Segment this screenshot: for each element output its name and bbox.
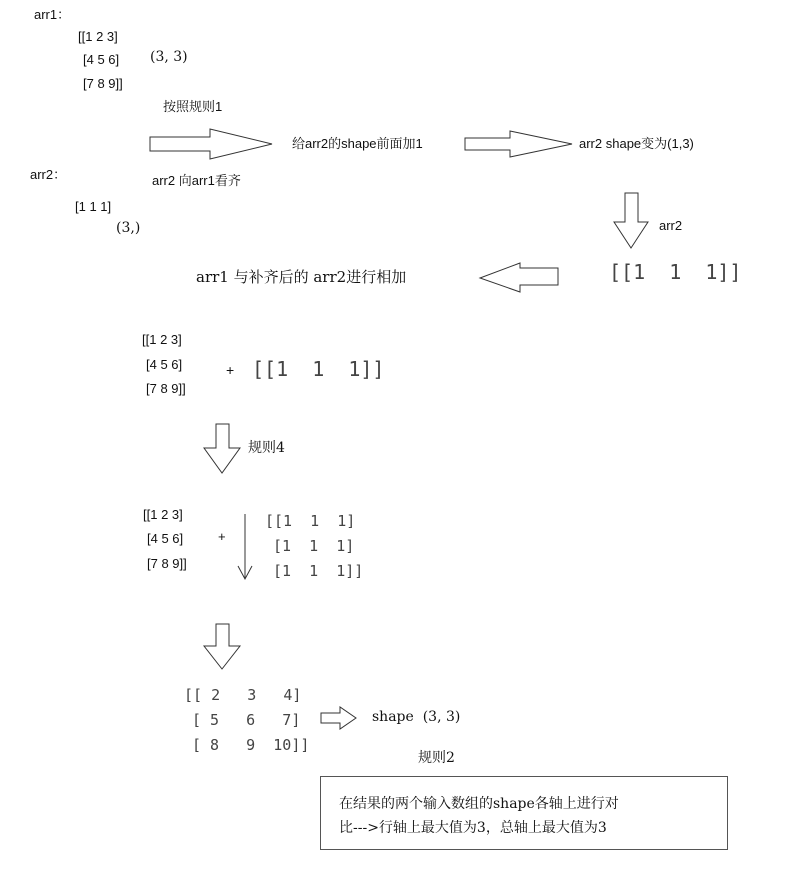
rule2-note-box bbox=[320, 776, 728, 850]
arr1-label: arr1： bbox=[34, 7, 71, 22]
right-arrow-1 bbox=[150, 129, 272, 159]
step2-row-3: [7 8 9]] bbox=[146, 381, 186, 396]
align-text: arr2 向arr1看齐 bbox=[152, 173, 241, 188]
shape-result-text: arr2 shape变为(1,3) bbox=[579, 136, 694, 151]
rule1-label: 按照规则1 bbox=[163, 99, 223, 114]
step2-row-2: [4 5 6] bbox=[146, 357, 183, 372]
broadcast-row-1: [[1 1 1] bbox=[265, 512, 356, 530]
step3-row-3: [7 8 9]] bbox=[147, 556, 187, 571]
arr1-shape: (3, 3) bbox=[150, 49, 188, 65]
down-arrow-2 bbox=[204, 424, 240, 473]
broadcast-row-3: [1 1 1]] bbox=[273, 562, 364, 580]
result-row-3: [ 8 9 10]] bbox=[192, 736, 310, 754]
result-row-2: [ 5 6 7] bbox=[192, 711, 301, 729]
step2-plus: + bbox=[226, 362, 235, 378]
down-arrow-1 bbox=[614, 193, 648, 248]
arr2-down-label: arr2 bbox=[659, 218, 683, 233]
add-text: arr1 与补齐后的 arr2进行相加 bbox=[196, 268, 407, 286]
right-arrow-2 bbox=[465, 131, 572, 157]
broadcast-row-2: [1 1 1] bbox=[273, 537, 355, 555]
rule2-label: 规则2 bbox=[418, 750, 455, 766]
small-right-arrow bbox=[321, 707, 356, 729]
left-arrow bbox=[480, 263, 558, 292]
note-line-2: 比--->行轴上最大值为3，总轴上最大值为3 bbox=[339, 820, 607, 836]
note-line-1: 在结果的两个输入数组的shape各轴上进行对 bbox=[339, 796, 619, 812]
arr2-row: [1 1 1] bbox=[75, 199, 112, 214]
arr1-row-3: [7 8 9]] bbox=[83, 76, 123, 91]
arr2-label: arr2： bbox=[30, 167, 67, 182]
arr2-padded: [[1 1 1]] bbox=[609, 260, 742, 284]
arr1-row-2: [4 5 6] bbox=[83, 52, 120, 67]
arr2-shape: (3,) bbox=[116, 220, 141, 236]
arr1-row-1: [[1 2 3] bbox=[78, 29, 118, 44]
step2-rhs: [[1 1 1]] bbox=[252, 357, 385, 381]
down-arrow-3 bbox=[204, 624, 240, 669]
result-shape-text: shape (3, 3) bbox=[372, 709, 461, 725]
result-row-1: [[ 2 3 4] bbox=[184, 686, 302, 704]
step3-row-2: [4 5 6] bbox=[147, 531, 184, 546]
prepend-text: 给arr2的shape前面加1 bbox=[292, 136, 423, 151]
step3-plus: + bbox=[218, 529, 226, 544]
step3-row-1: [[1 2 3] bbox=[143, 507, 183, 522]
rule4-label: 规则4 bbox=[248, 440, 285, 456]
step2-row-1: [[1 2 3] bbox=[142, 332, 182, 347]
